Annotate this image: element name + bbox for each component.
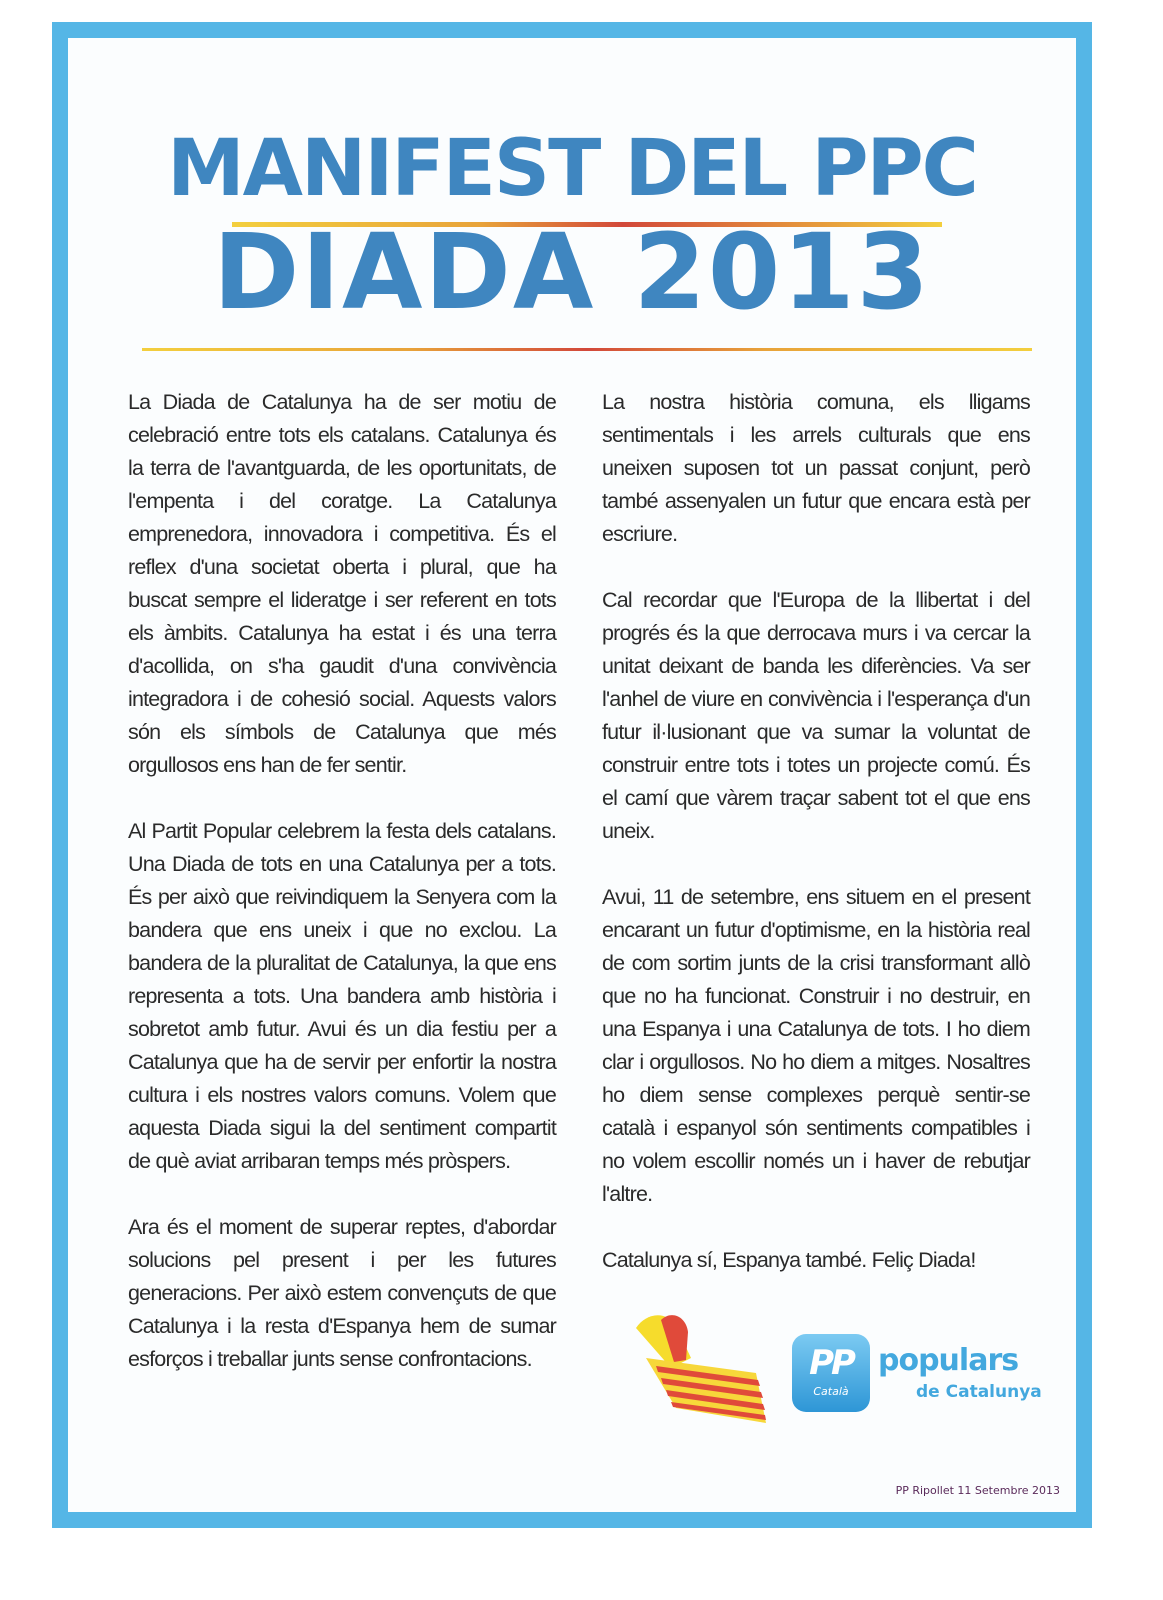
logo-name: populars xyxy=(878,1343,1019,1378)
pp-badge xyxy=(792,1334,870,1412)
paragraph: Al Partit Popular celebrem la festa dels catalans. Una Diada de tots en una Catalunya per a tots. És per això que reivindiquem la Senyera com la bandera que ens uneix i que no exclou. La bandera de la pluralitat de Catalunya, la que ens representa a tots. Una bandera amb història i sobretot amb futur. Avui és un dia festiu per a Catalunya que ha de servir per enfortir la nostra cultura i els nostres valors comuns. Volem que aquesta Diada sigui la del sentiment compartit de què aviat arribaran temps més pròspers. xyxy=(128,819,556,1173)
pp-mark: PP xyxy=(809,1343,853,1383)
paragraph: La Diada de Catalunya ha de ser motiu de celebració entre tots els catalans. Catalunya és la terra de l'avantguarda, de les oportunitats, de l'empenta i del coratge. La Catalunya emprenedora, innovadora i competitiva. És el reflex d'una societat oberta i plural, que ha buscat sempre el lideratge i ser referent en tots els àmbits. Catalunya ha estat i és una terra d'acollida, on s'ha gaudit d'una convivència integradora i de cohesió social. Aquests valors són els símbols de Catalunya que més orgullosos ens han de fer sentir. xyxy=(128,390,556,777)
party-logo xyxy=(616,1298,1056,1448)
paragraph: Ara és el moment de superar reptes, d'abordar solucions pel present i per les futures generacions. Per això estem convençuts de que Catalunya i la resta d'Espanya hem de sumar esforços i treballar junts sense confrontacions. xyxy=(128,1215,556,1371)
page-frame xyxy=(52,22,1092,1528)
title-line-2: DIADA 2013 xyxy=(213,211,931,333)
title-line-1: MANIFEST DEL PPC xyxy=(167,124,977,214)
logo-subname: de Catalunya xyxy=(916,1382,1042,1402)
senyera-flag-icon xyxy=(616,1298,786,1438)
header-divider xyxy=(142,348,1032,351)
paragraph: Catalunya sí, Espanya també. Feliç Diada! xyxy=(602,1248,976,1272)
pp-sub: Català xyxy=(813,1385,849,1398)
footer-note: PP Ripollet 11 Setembre 2013 xyxy=(895,1484,1060,1497)
paragraph: La nostra història comuna, els lligams sentimentals i les arrels culturals que ens uneixen suposen tot un passat conjunt, però també assenyalen un futur que encara està per escriure. xyxy=(602,390,1030,546)
paragraph: Cal recordar que l'Europa de la llibertat i del progrés és la que derrocava murs i va cercar la unitat deixant de banda les diferències. Va ser l'anhel de viure en convivència i l'esperança d'un futur il·lusionant que va sumar la voluntat de construir entre tots i totes un projecte comú. És el camí que vàrem traçar sabent tot el que ens uneix. xyxy=(602,588,1030,843)
paragraph: Avui, 11 de setembre, ens situem en el present encarant un futur d'optimisme, en la història real de com sortim junts de la crisi transformant allò que no ha funcionat. Construir i no destruir, en una Espanya i una Catalunya de tots. I ho diem clar i orgullosos. No ho diem a mitges. Nosaltres ho diem sense complexes perquè sentir-se català i espanyol són sentiments compatibles i no volem escollir només un i haver de rebutjar l'altre. xyxy=(602,885,1030,1206)
left-column xyxy=(128,386,556,1409)
right-column xyxy=(602,386,1030,1310)
